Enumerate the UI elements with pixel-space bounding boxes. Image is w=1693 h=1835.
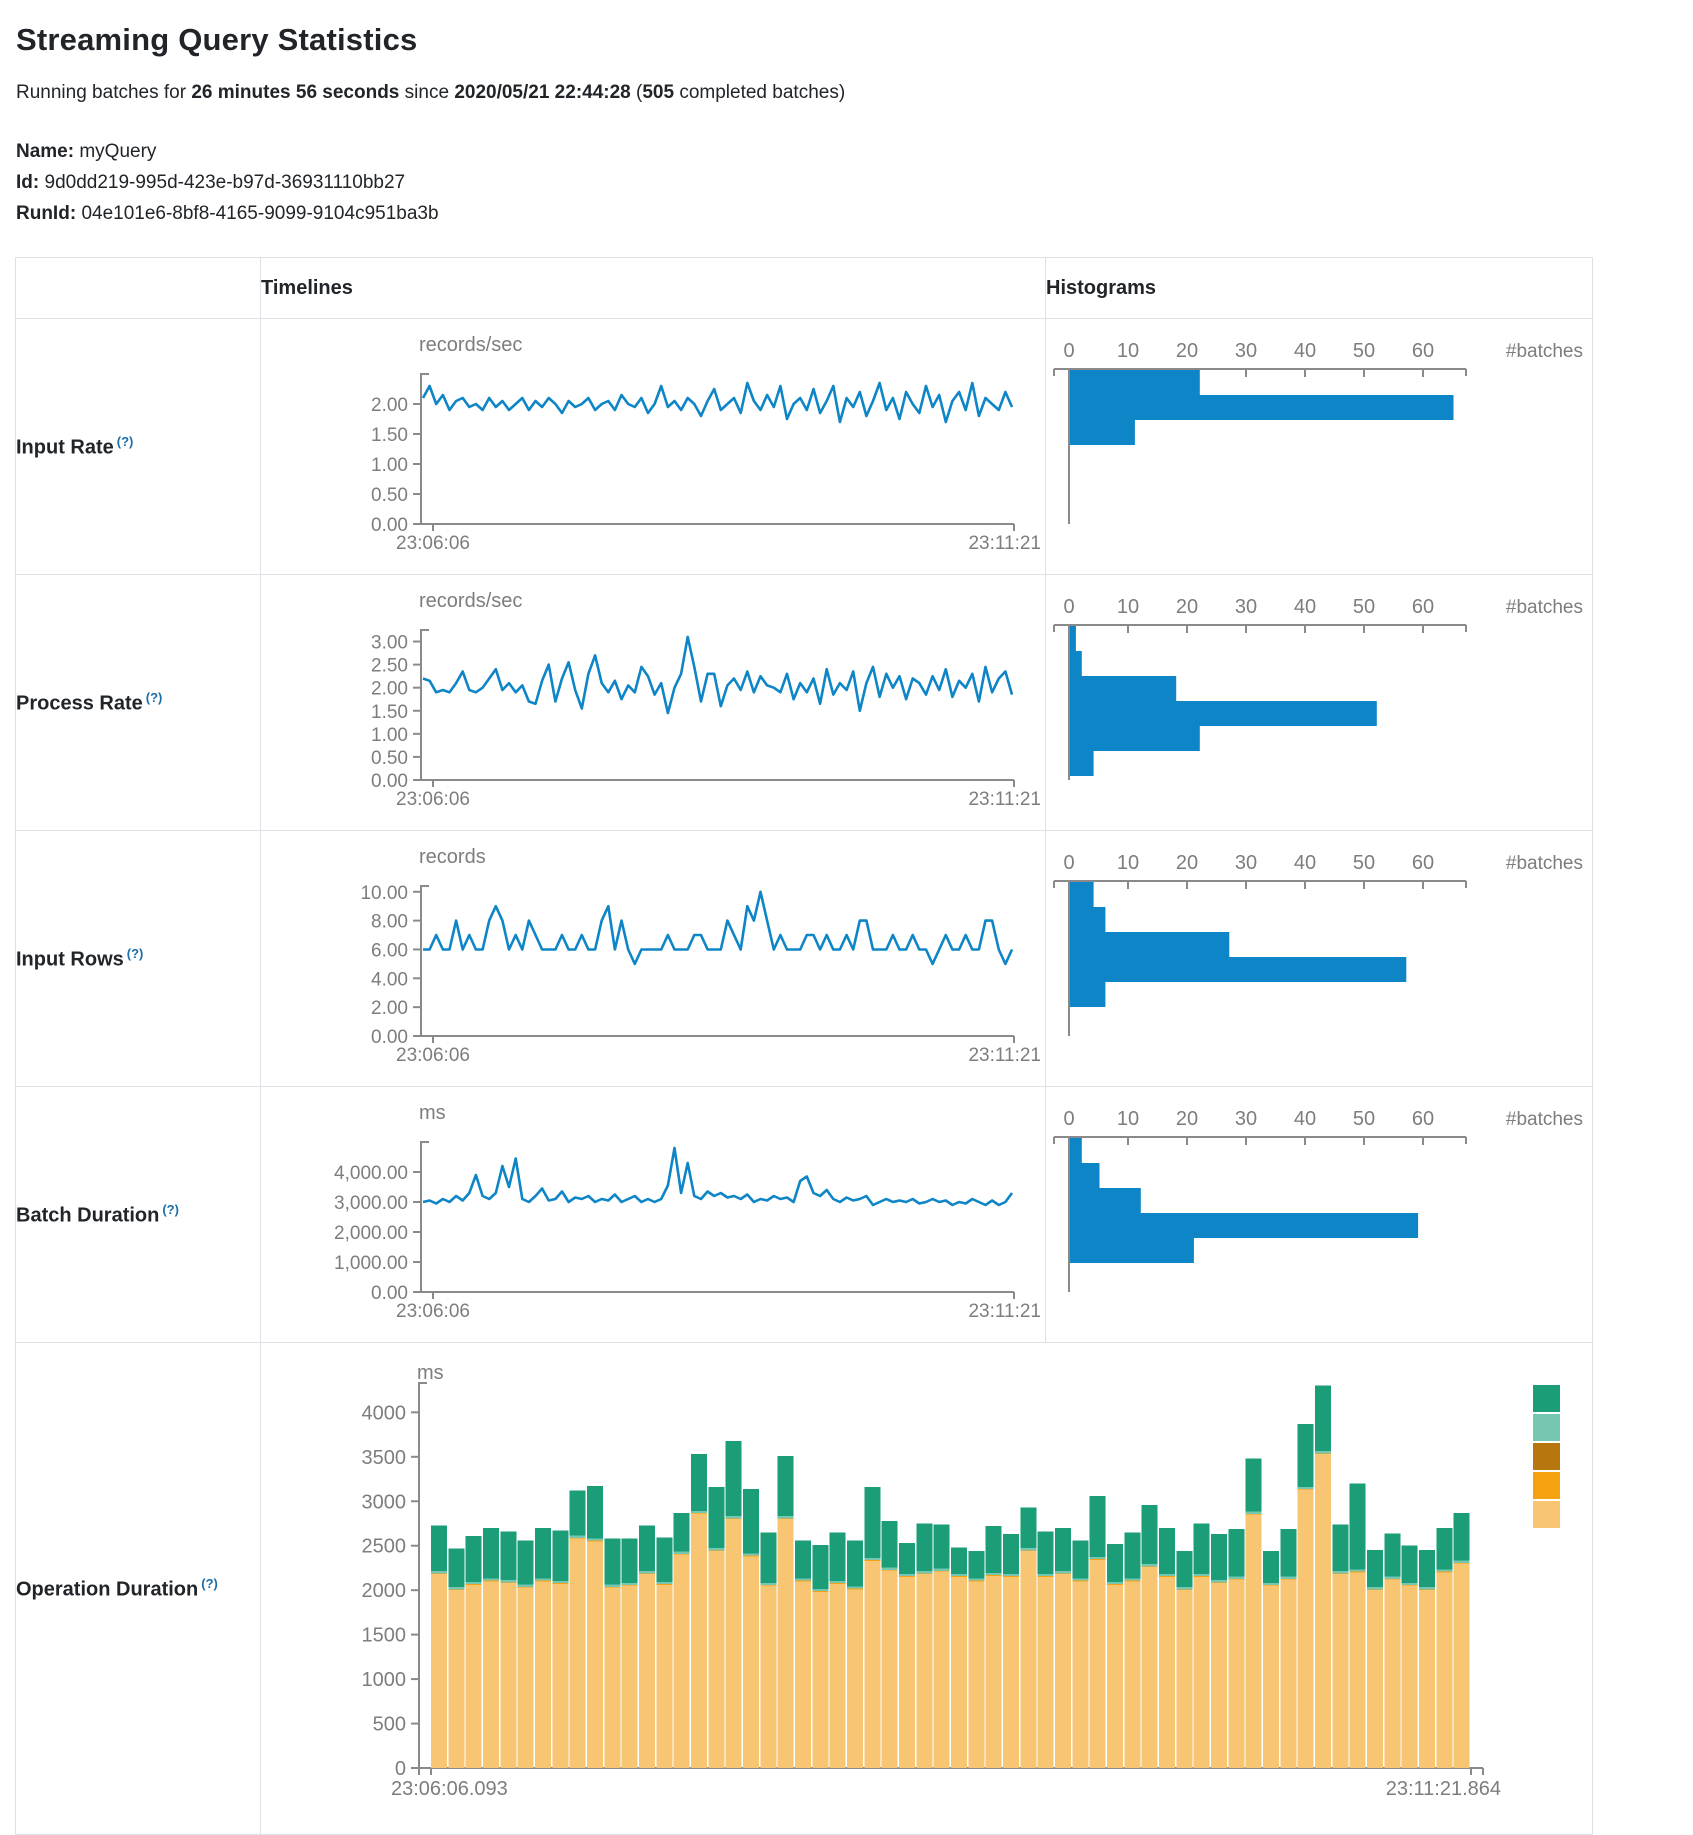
svg-text:2.00: 2.00	[371, 998, 408, 1020]
svg-text:2.00: 2.00	[371, 678, 408, 700]
svg-text:500: 500	[372, 1713, 406, 1736]
svg-text:1,000.00: 1,000.00	[334, 1253, 408, 1274]
svg-text:10: 10	[1116, 596, 1140, 618]
svg-text:2000: 2000	[361, 1580, 406, 1603]
timeline-chart-batch-duration	[261, 1087, 1044, 1337]
svg-text:40: 40	[1293, 852, 1317, 874]
histogram-chart-process-rate	[1046, 575, 1591, 825]
query-info	[16, 136, 1693, 229]
operation-duration-cell	[261, 1343, 1593, 1835]
svg-text:#batches: #batches	[1505, 597, 1583, 618]
stats-table-header-row	[16, 258, 1593, 319]
svg-text:50: 50	[1352, 1108, 1376, 1130]
svg-text:23:06:06: 23:06:06	[396, 533, 470, 554]
svg-text:23:11:21: 23:11:21	[968, 1045, 1041, 1066]
svg-text:23:11:21: 23:11:21	[968, 1301, 1041, 1322]
svg-text:50: 50	[1352, 596, 1376, 618]
svg-text:3000: 3000	[361, 1491, 406, 1514]
legend-swatch-3[interactable]	[1533, 1472, 1560, 1499]
legend-swatch-4[interactable]	[1533, 1501, 1560, 1528]
svg-text:#batches: #batches	[1505, 853, 1583, 874]
svg-text:30: 30	[1234, 1108, 1258, 1130]
help-tooltip-icon[interactable]: (?)	[162, 1201, 179, 1217]
histogram-chart-input-rows	[1046, 831, 1591, 1081]
stats-table	[15, 257, 1593, 1835]
timeline-chart-process-rate	[261, 575, 1044, 825]
query-runid-line: RunId: 04e101e6-8bf8-4165-9099-9104c951ba3b	[16, 203, 439, 224]
svg-text:23:06:06: 23:06:06	[396, 1045, 470, 1066]
row-input-rows	[16, 831, 1593, 1087]
svg-text:20: 20	[1175, 340, 1199, 362]
svg-text:0.50: 0.50	[371, 485, 408, 506]
timelines-header: Timelines	[261, 258, 1046, 319]
help-tooltip-icon[interactable]: (?)	[116, 433, 134, 449]
help-tooltip-icon[interactable]: (?)	[145, 689, 163, 705]
svg-text:4.00: 4.00	[371, 969, 408, 991]
svg-text:1.50: 1.50	[371, 701, 408, 723]
svg-text:#batches: #batches	[1505, 341, 1583, 362]
svg-text:0.50: 0.50	[371, 747, 408, 769]
svg-text:30: 30	[1234, 596, 1258, 618]
svg-text:20: 20	[1175, 1108, 1199, 1130]
operation-duration-chart	[261, 1343, 1591, 1829]
query-id-line: Id: 9d0dd219-995d-423e-b97d-36931110bb27	[16, 172, 406, 193]
svg-text:0: 0	[1063, 1108, 1075, 1130]
row-input-rate	[16, 319, 1593, 575]
svg-text:1.00: 1.00	[371, 455, 408, 476]
row-process-rate	[16, 575, 1593, 831]
svg-text:4,000.00: 4,000.00	[334, 1163, 408, 1184]
svg-text:30: 30	[1234, 852, 1258, 874]
timeline-chart-input-rate	[261, 319, 1044, 569]
page-title: Streaming Query Statistics	[16, 22, 418, 57]
svg-text:1000: 1000	[361, 1669, 406, 1692]
svg-text:50: 50	[1352, 852, 1376, 874]
svg-text:2500: 2500	[361, 1535, 406, 1558]
svg-text:records: records	[419, 846, 486, 868]
svg-text:50: 50	[1352, 340, 1376, 362]
svg-text:23:06:06: 23:06:06	[396, 789, 470, 810]
legend-swatch-1[interactable]	[1533, 1414, 1560, 1441]
svg-text:0.00: 0.00	[371, 1283, 408, 1304]
metric-label-operation-duration: Operation Duration (?)	[16, 1343, 261, 1835]
timeline-cell-input-rows	[261, 831, 1046, 1087]
timeline-cell-process-rate	[261, 575, 1046, 831]
svg-text:60: 60	[1411, 596, 1435, 618]
metric-label-batch-duration: Batch Duration (?)	[16, 1087, 261, 1343]
svg-text:4000: 4000	[361, 1402, 406, 1425]
histogram-cell-input-rate	[1046, 319, 1593, 575]
svg-text:0: 0	[394, 1758, 406, 1780]
running-batches-summary: Running batches for 26 minutes 56 seconds since 2020/05/21 22:44:28 (505 completed batches)	[16, 82, 846, 103]
operation-duration-legend	[1533, 1385, 1562, 1530]
histograms-header: Histograms	[1046, 258, 1593, 319]
svg-text:23:11:21: 23:11:21	[968, 533, 1041, 554]
svg-text:1500: 1500	[361, 1624, 406, 1647]
legend-swatch-0[interactable]	[1533, 1385, 1560, 1412]
svg-text:60: 60	[1411, 1108, 1435, 1130]
svg-text:10.00: 10.00	[360, 882, 408, 904]
svg-text:6.00: 6.00	[371, 940, 408, 962]
svg-text:23:11:21.864: 23:11:21.864	[1385, 1778, 1501, 1800]
svg-text:40: 40	[1293, 596, 1317, 618]
svg-text:23:11:21: 23:11:21	[968, 789, 1041, 810]
help-tooltip-icon[interactable]: (?)	[201, 1575, 218, 1591]
histogram-cell-batch-duration	[1046, 1087, 1593, 1343]
timeline-cell-input-rate	[261, 319, 1046, 575]
svg-text:20: 20	[1175, 852, 1199, 874]
svg-text:60: 60	[1411, 340, 1435, 362]
help-tooltip-icon[interactable]: (?)	[126, 945, 144, 961]
svg-text:records/sec: records/sec	[419, 334, 523, 356]
svg-text:2,000.00: 2,000.00	[334, 1223, 408, 1244]
metric-label-input-rows: Input Rows (?)	[16, 831, 261, 1087]
svg-text:ms: ms	[417, 1362, 444, 1384]
svg-text:0: 0	[1063, 852, 1075, 874]
metric-label-input-rate: Input Rate (?)	[16, 319, 261, 575]
svg-text:20: 20	[1175, 596, 1199, 618]
timeline-cell-batch-duration	[261, 1087, 1046, 1343]
query-name-line: Name: myQuery	[16, 141, 157, 162]
histogram-cell-process-rate	[1046, 575, 1593, 831]
svg-text:2.00: 2.00	[371, 395, 408, 416]
histogram-chart-batch-duration	[1046, 1087, 1591, 1337]
histogram-chart-input-rate	[1046, 319, 1591, 569]
svg-text:60: 60	[1411, 852, 1435, 874]
row-batch-duration	[16, 1087, 1593, 1343]
svg-text:1.50: 1.50	[371, 425, 408, 446]
svg-text:8.00: 8.00	[371, 911, 408, 933]
svg-text:23:06:06.093: 23:06:06.093	[391, 1778, 508, 1800]
metric-column-header	[16, 258, 261, 319]
svg-text:0.00: 0.00	[371, 515, 408, 536]
svg-text:10: 10	[1116, 1108, 1140, 1130]
svg-text:3.00: 3.00	[371, 632, 408, 654]
svg-text:3,000.00: 3,000.00	[334, 1193, 408, 1214]
timeline-chart-input-rows	[261, 831, 1044, 1081]
svg-text:0: 0	[1063, 340, 1075, 362]
svg-text:#batches: #batches	[1505, 1109, 1583, 1130]
svg-text:3500: 3500	[361, 1446, 406, 1469]
svg-text:10: 10	[1116, 852, 1140, 874]
histogram-cell-input-rows	[1046, 831, 1593, 1087]
svg-text:40: 40	[1293, 340, 1317, 362]
svg-text:records/sec: records/sec	[419, 590, 523, 612]
svg-text:ms: ms	[419, 1102, 446, 1124]
svg-text:30: 30	[1234, 340, 1258, 362]
svg-text:0.00: 0.00	[371, 1027, 408, 1048]
svg-text:2.50: 2.50	[371, 655, 408, 677]
svg-text:1.00: 1.00	[371, 724, 408, 746]
svg-text:0.00: 0.00	[371, 771, 408, 792]
svg-text:23:06:06: 23:06:06	[396, 1301, 470, 1322]
legend-swatch-2[interactable]	[1533, 1443, 1560, 1470]
metric-label-process-rate: Process Rate (?)	[16, 575, 261, 831]
svg-text:10: 10	[1116, 340, 1140, 362]
svg-text:40: 40	[1293, 1108, 1317, 1130]
row-operation-duration	[16, 1343, 1593, 1835]
svg-text:0: 0	[1063, 596, 1075, 618]
